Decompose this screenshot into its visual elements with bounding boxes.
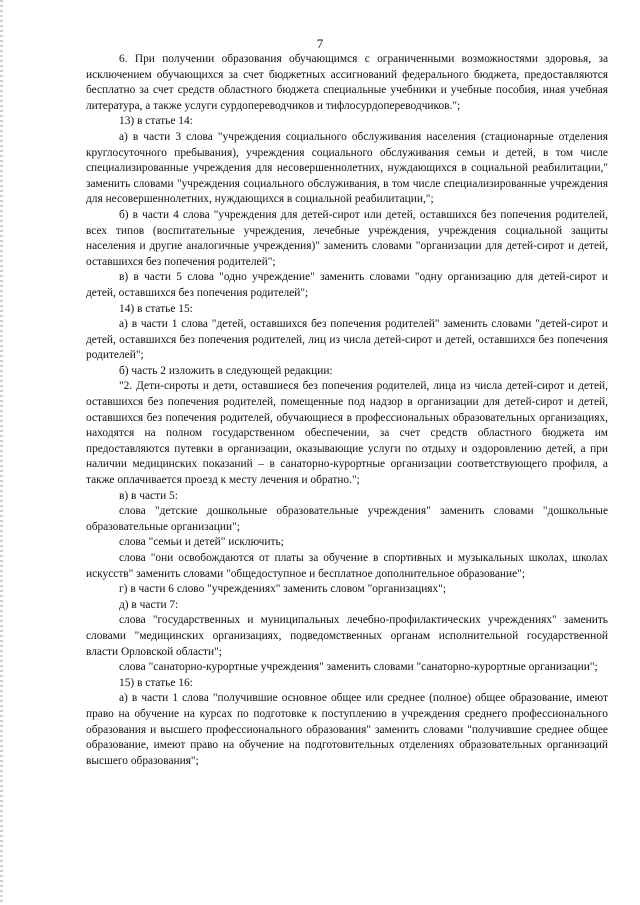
paragraph: 15) в статье 16: xyxy=(119,676,193,689)
paragraph: б) в части 4 слова "учреждения для детей-сирот или детей, оставшихся без попечения родителей, всех типов (воспитательные учреждения, лечебные учреждения, учреждения социальной защиты населения и другие аналогичные учреждения)" заменить словами "организации для детей-сирот и детей, оставшихся без попечения родителей"; xyxy=(86,208,608,268)
paragraph: 14) в статье 15: xyxy=(119,302,193,315)
paragraph: слова "они освобождаются от платы за обучение в спортивных и музыкальных школах, школах искусств" заменить словами "общедоступное и бесплатное дополнительное образование"; xyxy=(86,552,608,580)
paragraph: слова "семьи и детей" исключить; xyxy=(119,536,284,549)
document-body xyxy=(86,52,608,769)
paragraph: в) в части 5: xyxy=(119,489,178,502)
paragraph: 6. При получении образования обучающимся с ограниченными возможностями здоровья, за исключением обучающихся за счет бюджетных ассигнований федерального бюджета, предоставляются бесплатно за счет средств областного бюджета специальные учебники и учебные пособия, иная учебная литература, а также услуги сурдопереводчиков и тифлосурдопереводчиков."; xyxy=(86,53,608,112)
paragraph: "2. Дети-сироты и дети, оставшиеся без попечения родителей, лица из числа детей-сирот и детей, оставшихся без попечения родителей, помещенные под надзор в организации для детей-сирот и детей, оставшихся без попечения родителей, обучающиеся в профессиональных образовательных организациях, находятся на полном государственном обеспечении, за счет средств областного бюджета им предоставляются путевки в организации, оказывающие услуги по отдыху и оздоровлению детей, а при наличии медицинских показаний – в санаторно-курортные организации соответствующего профиля, а также оплачивается проезд к месту лечения и обратно."; xyxy=(86,380,608,487)
paragraph: слова "санаторно-курортные учреждения" заменить словами "санаторно-курортные организации"; xyxy=(119,661,598,674)
paragraph: г) в части 6 слово "учреждениях" заменить словом "организациях"; xyxy=(119,583,447,596)
scan-edge-artifact xyxy=(0,0,3,905)
paragraph: а) в части 3 слова "учреждения социального обслуживания населения (стационарные отделения круглосуточного пребывания), учреждения социального обслуживания семьи и детей, в том числе специализированные учреждения для несовершеннолетних, нуждающихся в социальной реабилитации," заменить словами "учреждения социального обслуживания, в том числе специализированные учреждения для несовершеннолетних, нуждающихся в социальной реабилитации,"; xyxy=(86,130,608,206)
paragraph: д) в части 7: xyxy=(119,598,179,611)
paragraph: а) в части 1 слова "получившие основное общее или среднее (полное) общее образование, имеют право на обучение на курсах по подготовке к поступлению в учреждения среднего профессионального образования и высшего профессионального образования" заменить словами "получившие среднее общее образование, имеют право на обучение на подготовительных отделениях образовательных организаций высшего образования"; xyxy=(86,692,608,767)
paragraph: 13) в статье 14: xyxy=(119,115,193,128)
paragraph: слова "детские дошкольные образовательные учреждения" заменить словами "дошкольные образовательные организации"; xyxy=(86,505,608,533)
paragraph: а) в части 1 слова "детей, оставшихся без попечения родителей" заменить словами "детей-сирот и детей, оставшихся без попечения родителей, лиц из числа детей-сирот и детей, оставшихся без попечения родителей"; xyxy=(86,318,608,362)
paragraph: слова "государственных и муниципальных лечебно-профилактических учреждениях" заменить словами "медицинских организациях, подведомственных органам исполнительной государственной власти Орловской области"; xyxy=(86,614,608,658)
paragraph: б) часть 2 изложить в следующей редакции: xyxy=(119,364,333,377)
page-number: 7 xyxy=(316,36,324,51)
paragraph: в) в части 5 слова "одно учреждение" заменить словами "одну организацию для детей-сирот и детей, оставшихся без попечения родителей"; xyxy=(86,271,608,299)
